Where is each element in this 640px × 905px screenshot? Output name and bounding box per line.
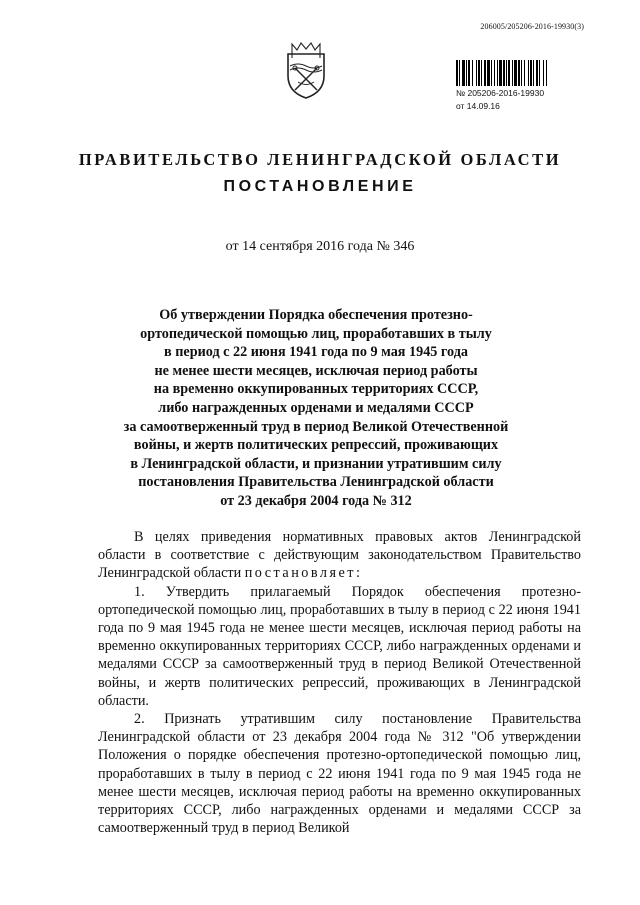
barcode-bar [491,60,492,86]
barcode-bar [524,60,525,86]
title-line: войны, и жертв политических репрессий, проживающих [133,437,499,454]
barcode-bar [472,60,473,86]
barcode-bar [466,60,467,86]
barcode-bar [521,60,522,86]
organization-name: ПРАВИТЕЛЬСТВО ЛЕНИНГРАДСКОЙ ОБЛАСТИ [78,150,562,169]
barcode-bar [539,60,540,86]
barcode-bar [462,60,465,86]
barcode-bar [478,60,480,86]
title-line: не менее шести месяцев, исключая период работы [154,362,478,379]
barcode-bar [512,60,513,86]
paragraph-1: 1. Утвердить прилагаемый Порядок обеспечения протезно-ортопедической помощью лиц, проработавших в тылу в период с 22 июня 1941 года по 9 мая 1945 года не менее шести месяцев, исключая период работы на временно оккупированных территориях СССР, либо награжденных орденами и медалями СССР за самоотверженный труд в период Великой Отечественной войны, и жертв политических репрессий, проживающих в Ленинградской области. [98,583,581,709]
title-line: постановления Правительства Ленинградской области [138,474,494,491]
document-body [98,528,581,837]
barcode-bar [481,60,482,86]
title-line: на временно оккупированных территориях СССР, [153,381,479,398]
barcode-bar [533,60,534,86]
barcode-bar [528,60,529,86]
barcode-bar [499,60,502,86]
barcode-bar [497,60,498,86]
barcode-bar [536,60,538,86]
title-line: Об утверждении Порядка обеспечения протезно- [159,307,473,323]
barcode-bar [506,60,507,86]
barcode-bar [456,60,458,86]
paragraph-2: 2. Признать утратившим силу постановление Правительства Ленинградской области от 23 декабря 2004 года № 312 "Об утверждении Положения о порядке обеспечения протезно-ортопедической помощью лиц, проработавших в тылу в период с 22 июня 1941 года по 9 мая 1945 года не менее шести месяцев, исключая период работы на временно оккупированных территориях СССР, либо награжденных орденами и медалями СССР за самоотверженный труд в период Великой [98,711,581,837]
preamble-resolution-verb: постановляет: [244,565,363,582]
registration-stamp [456,60,588,112]
document-title [96,306,536,511]
barcode-bar [459,60,460,86]
barcode-bar [468,60,470,86]
title-line: либо награжденных орденами и медалями СССР [158,399,474,416]
document-type: ПОСТАНОВЛЕНИЕ [223,178,417,195]
document-date-number: от 14 сентября 2016 года № 346 [225,239,415,254]
title-line: ортопедической помощью лиц, проработавших в тылу [140,325,492,342]
barcode-bar [503,60,505,86]
document-tracking-code: 206005/205206-2016-19930(3) [480,22,584,31]
barcode-bar [530,60,532,86]
title-line: в период с 22 июня 1941 года по 9 мая 1945 года [164,344,468,361]
registration-number: № 205206-2016-19930 [456,88,545,98]
leningrad-oblast-coat-of-arms-icon [284,42,328,100]
barcode-bar [543,60,544,86]
preamble-paragraph [98,528,581,583]
barcode-bar [508,60,510,86]
barcode-bar [514,60,517,86]
barcode-bar [546,60,547,86]
title-line: от 23 декабря 2004 года № 312 [220,492,412,509]
barcode-bar [476,60,477,86]
barcode-bar [494,60,495,86]
title-line: в Ленинградской области, и признании утратившим силу [130,455,502,472]
barcode-bar [518,60,520,86]
registration-date: от 14.09.16 [456,101,500,111]
barcode-bar [487,60,490,86]
barcode-icon [456,60,588,86]
title-line: за самоотверженный труд в период Великой Отечественной [123,418,509,435]
barcode-bar [484,60,486,86]
preamble-text: В целях приведения нормативных правовых актов Ленинградской области в соответствие с действующим законодательством Правительство Ленинградской области [98,529,581,582]
